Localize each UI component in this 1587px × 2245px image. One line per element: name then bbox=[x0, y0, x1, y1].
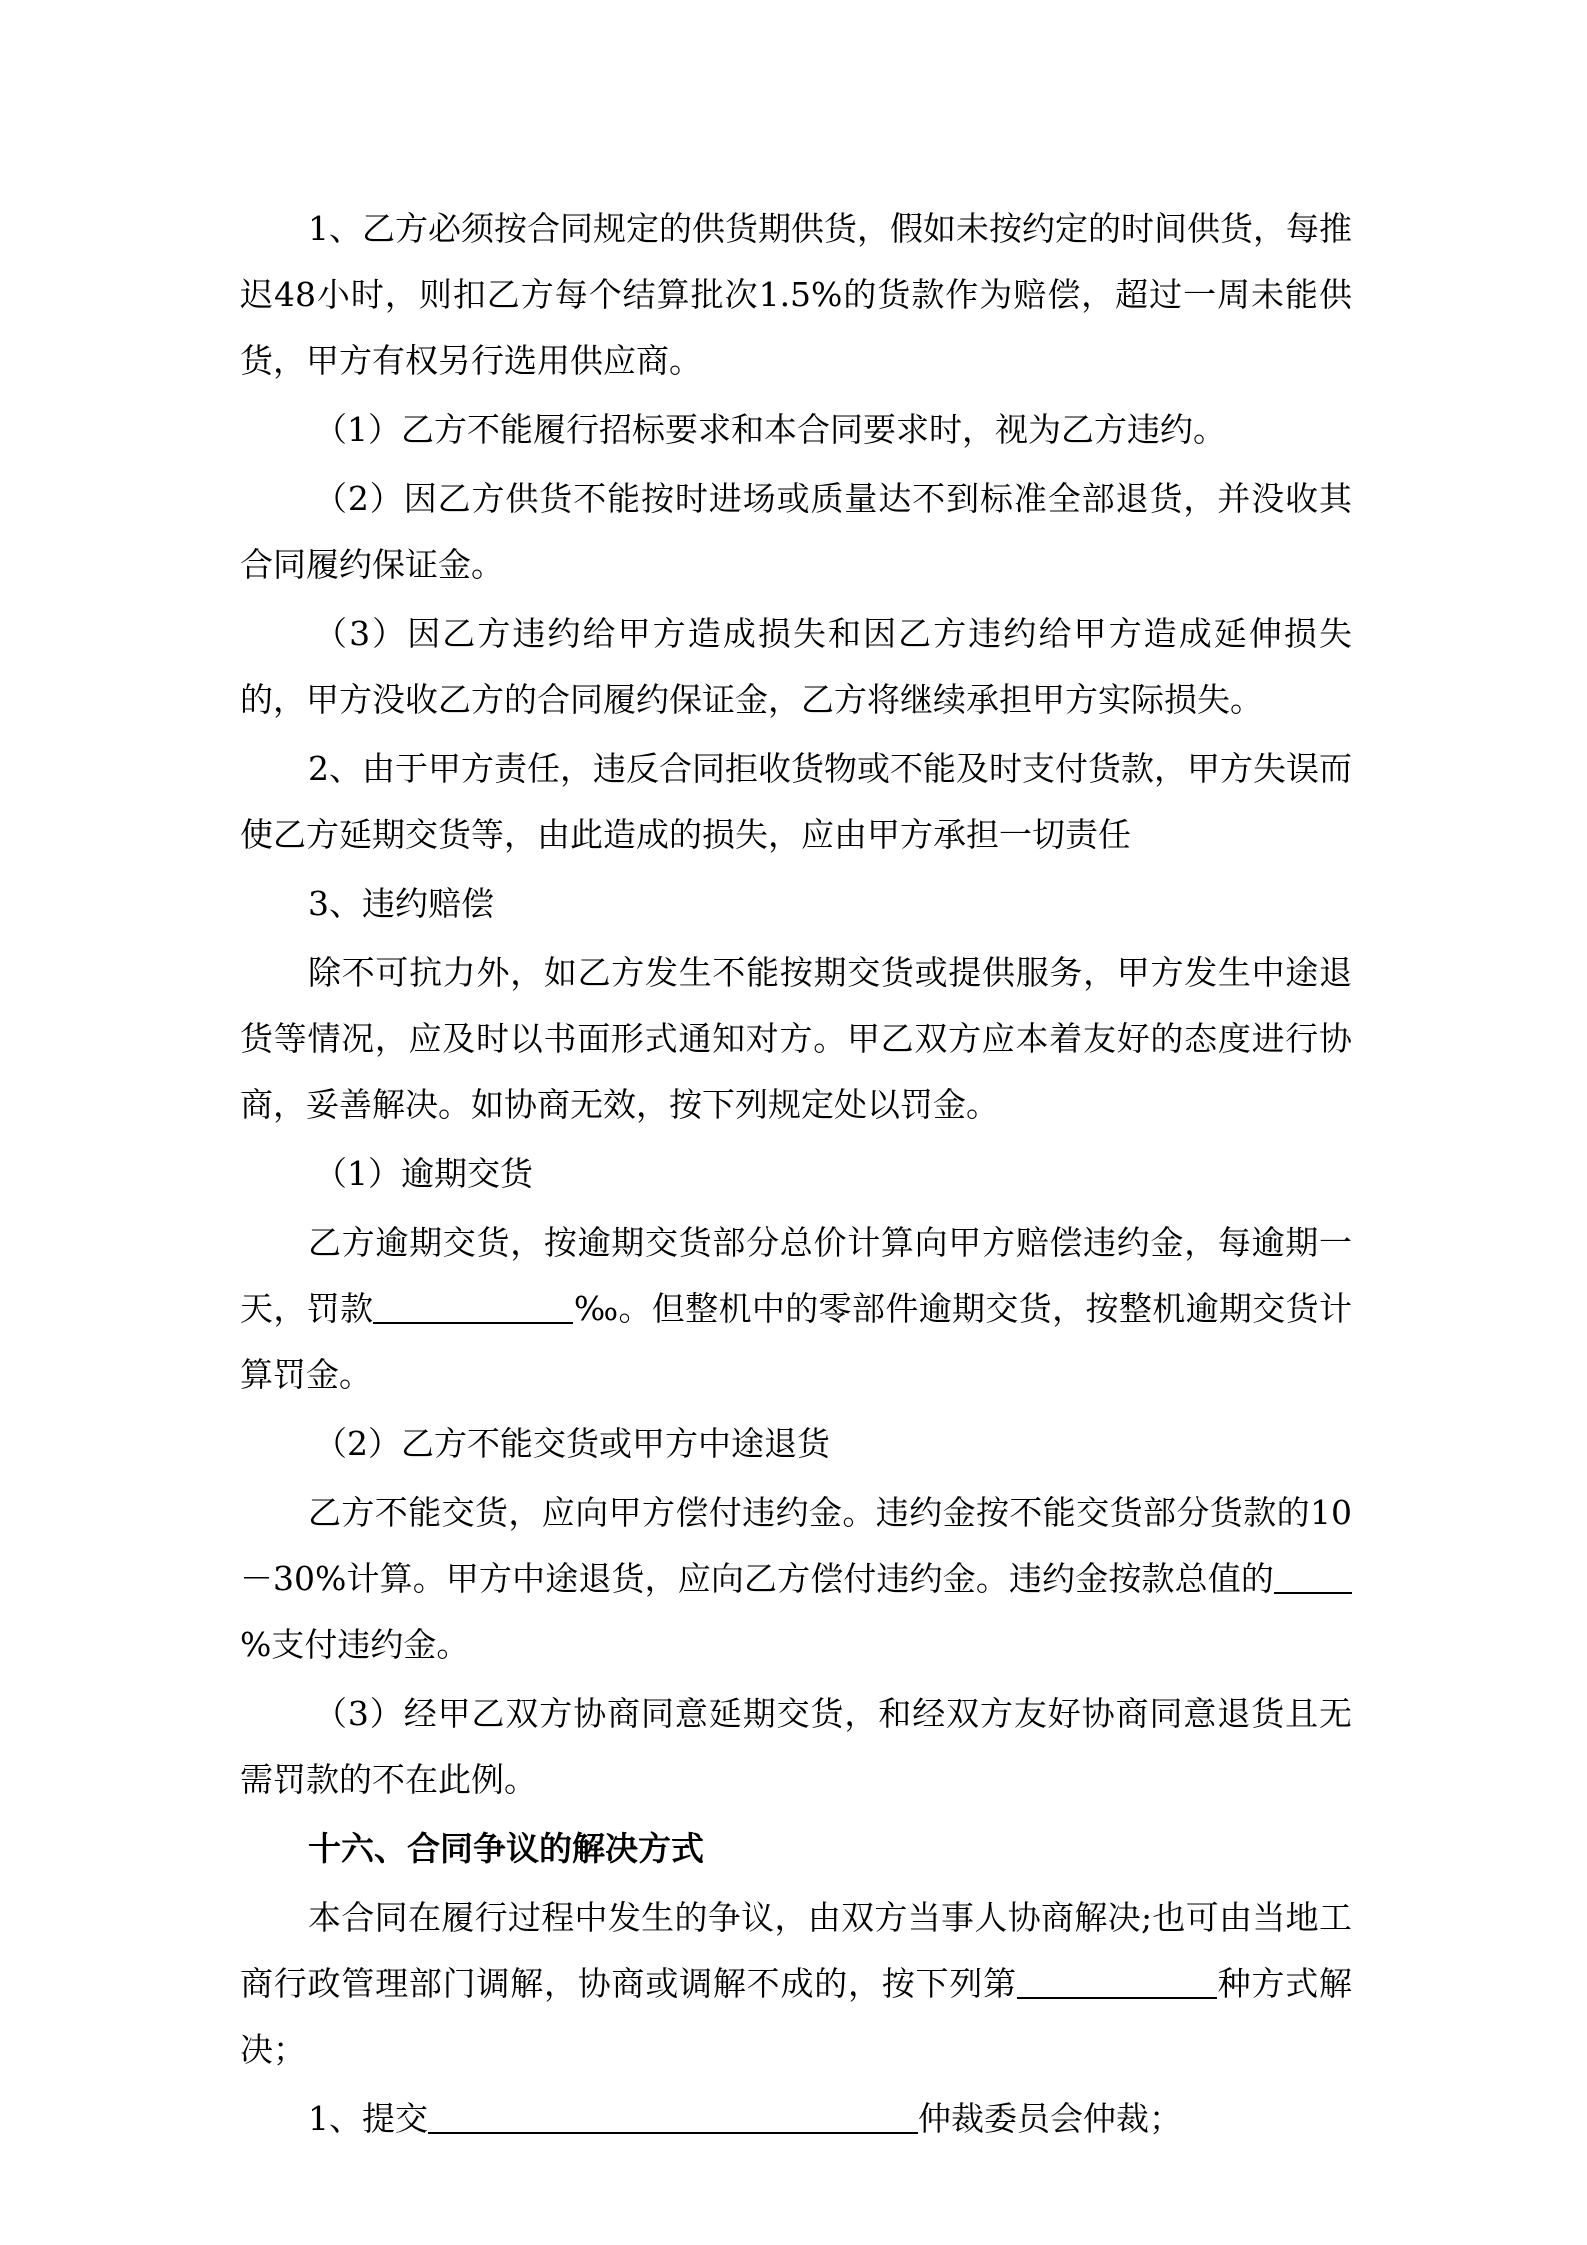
clause-1-delivery-delay: 1、乙方必须按合同规定的供货期供货，假如未按约定的时间供货，每推迟48小时，则扣乙方每个结算批次1.5%的货款作为赔偿，超过一周未能供货，甲方有权另行选用供应商。 bbox=[240, 209, 1352, 380]
document-body bbox=[240, 196, 1352, 2155]
arbitration-option-1 bbox=[240, 2086, 1352, 2152]
dispute-resolution-body bbox=[240, 1885, 1352, 2083]
clause-3-item-1-body bbox=[240, 1210, 1352, 1408]
clause-3-item-2-body bbox=[240, 1480, 1352, 1678]
arbitration-suffix: 仲裁委员会仲裁； bbox=[918, 2099, 1182, 2138]
non-delivery-text-end: %支付违约金。 bbox=[240, 1625, 470, 1664]
clause-3-title: 3、违约赔偿 bbox=[308, 884, 494, 923]
arbitration-committee-blank[interactable] bbox=[428, 2102, 918, 2134]
dispute-text-end: 种方式解决； bbox=[240, 1964, 1353, 2069]
clause-3-item-3: （3）经甲乙双方协商同意延期交货，和经双方友好协商同意退货且无需罚款的不在此例。 bbox=[240, 1694, 1352, 1799]
clause-3-item-2-title: （2）乙方不能交货或甲方中途退货 bbox=[314, 1424, 830, 1463]
non-delivery-text: 乙方不能交货，应向甲方偿付违约金。违约金按不能交货部分货款的10－30%计算。甲方中途退货，应向乙方偿付违约金。违约金按款总值的 bbox=[240, 1493, 1352, 1598]
dispute-text: 本合同在履行过程中发生的争议，由双方当事人协商解决;也可由当地工商行政管理部门调解，协商或调解不成的，按下列第 bbox=[240, 1898, 1352, 2003]
clause-1-item-3: （3）因乙方违约给甲方造成损失和因乙方违约给甲方造成延伸损失的，甲方没收乙方的合同履约保证金，乙方将继续承担甲方实际损失。 bbox=[240, 614, 1352, 719]
penalty-rate-blank[interactable] bbox=[373, 1292, 573, 1324]
late-delivery-text-end: ‰。但整机中的零部件逾期交货，按整机逾期交货计算罚金。 bbox=[240, 1289, 1353, 1394]
arbitration-prefix: 1、提交 bbox=[308, 2099, 428, 2138]
clause-3-item-1-title: （1）逾期交货 bbox=[314, 1154, 533, 1193]
resolution-method-blank[interactable] bbox=[1017, 1967, 1217, 1999]
clause-1-item-1: （1）乙方不能履行招标要求和本合同要求时，视为乙方违约。 bbox=[314, 410, 1226, 449]
clause-3-body: 除不可抗力外，如乙方发生不能按期交货或提供服务，甲方发生中途退货等情况，应及时以书面形式通知对方。甲乙双方应本着友好的态度进行协商，妥善解决。如协商无效，按下列规定处以罚金。 bbox=[240, 953, 1352, 1124]
penalty-percent-blank[interactable] bbox=[1274, 1562, 1352, 1594]
section-16-heading: 十六、合同争议的解决方式 bbox=[308, 1829, 704, 1868]
clause-2-party-a-liability: 2、由于甲方责任，违反合同拒收货物或不能及时支付货款，甲方失误而使乙方延期交货等，由此造成的损失，应由甲方承担一切责任 bbox=[240, 749, 1352, 854]
clause-1-item-2: （2）因乙方供货不能按时进场或质量达不到标准全部退货，并没收其合同履约保证金。 bbox=[240, 479, 1352, 584]
late-delivery-text: 乙方逾期交货，按逾期交货部分总价计算向甲方赔偿违约金，每逾期一天，罚款 bbox=[240, 1223, 1352, 1328]
